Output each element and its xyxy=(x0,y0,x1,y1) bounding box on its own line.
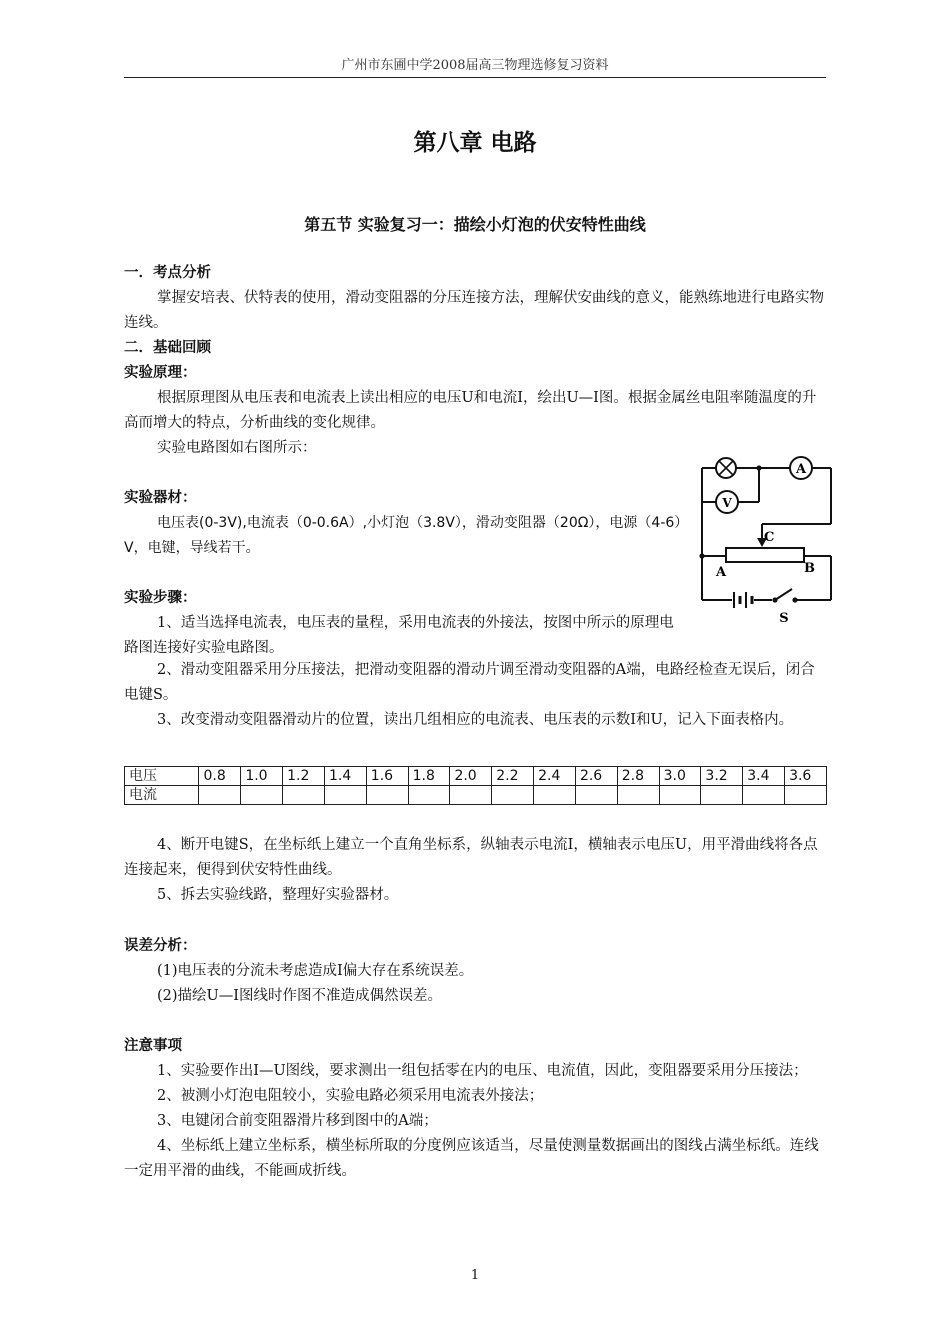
current-cell xyxy=(743,786,785,805)
current-label: 电流 xyxy=(125,786,199,805)
steps-block-mid xyxy=(124,658,826,733)
error-item-1: (1)电压表的分流未考虑造成I偏大存在系统误差。 xyxy=(157,963,474,979)
voltage-cell: 3.4 xyxy=(743,767,785,786)
page-number: 1 xyxy=(470,1268,480,1283)
principle-heading: 实验原理： xyxy=(124,365,197,381)
voltage-cell: 1.4 xyxy=(324,767,366,786)
current-cell xyxy=(617,786,659,805)
battery-icon xyxy=(734,592,752,608)
principle-text: 根据原理图从电压表和电流表上读出相应的电压U和电流I，绘出U—I图。根据金属丝电阻率随温度的升高而增大的特点，分析曲线的变化规律。 xyxy=(124,390,817,431)
current-cell xyxy=(534,786,576,805)
circuit-note: 实验电路图如右图所示： xyxy=(157,440,317,456)
equipment-block xyxy=(124,486,684,561)
note-3: 3、电键闭合前变阻器滑片移到图中的A端； xyxy=(157,1113,438,1129)
voltage-cell: 0.8 xyxy=(199,767,241,786)
ammeter-label: A xyxy=(795,462,807,477)
step-1: 1、适当选择电流表，电压表的量程，采用电流表的外接法，按图中所示的原理电路图连接好实验电路图。 xyxy=(124,615,674,656)
current-cell xyxy=(283,786,325,805)
chapter-title: 第八章 电路 xyxy=(413,130,537,156)
voltage-cell: 1.8 xyxy=(408,767,450,786)
current-cell xyxy=(199,786,241,805)
error-block xyxy=(124,934,826,1009)
voltage-cell: 3.2 xyxy=(701,767,743,786)
voltage-cell: 1.2 xyxy=(283,767,325,786)
current-cell xyxy=(492,786,534,805)
notes-heading: 注意事项 xyxy=(124,1038,182,1054)
steps-heading: 实验步骤： xyxy=(124,590,197,606)
current-cell xyxy=(366,786,408,805)
part1-text: 掌握安培表、伏特表的使用，滑动变阻器的分压连接方法，理解伏安曲线的意义，能熟练地进行电路实物连线。 xyxy=(124,290,824,331)
switch-label: S xyxy=(779,611,789,626)
voltage-cell: 3.0 xyxy=(659,767,701,786)
table-row-voltage xyxy=(125,767,827,786)
step-4: 4、断开电键S，在坐标纸上建立一个直角坐标系，纵轴表示电流I，横轴表示电压U，用平滑曲线将各点连接起来，便得到伏安特性曲线。 xyxy=(124,837,818,878)
steps-block-bottom xyxy=(124,833,826,908)
voltmeter-icon xyxy=(716,491,738,513)
voltage-cell: 1.0 xyxy=(241,767,283,786)
voltage-cell: 3.6 xyxy=(785,767,827,786)
part2-heading: 二．基础回顾 xyxy=(124,340,211,356)
section-title: 第五节 实验复习一：描绘小灯泡的伏安特性曲线 xyxy=(304,215,646,234)
step-2: 2、滑动变阻器采用分压接法，把滑动变阻器的滑动片调至滑动变阻器的A端，电路经检查无误后，闭合电键S。 xyxy=(124,662,815,703)
voltage-cell: 2.2 xyxy=(492,767,534,786)
voltage-cell: 2.0 xyxy=(450,767,492,786)
note-2: 2、被测小灯泡电阻较小，实验电路必须采用电流表外接法； xyxy=(157,1088,544,1104)
step-3: 3、改变滑动变阻器滑动片的位置，读出几组相应的电流表、电压表的示数I和U，记入下面表格内。 xyxy=(157,712,794,728)
step-5: 5、拆去实验线路，整理好实验器材。 xyxy=(157,887,399,903)
part1-block xyxy=(124,261,826,461)
current-cell xyxy=(575,786,617,805)
note-1: 1、实验要作出I—U图线，要求测出一组包括零在内的电压、电流值，因此，变阻器要采用分压接法； xyxy=(157,1063,808,1079)
junction-dot xyxy=(756,465,761,470)
voltage-cell: 2.6 xyxy=(575,767,617,786)
ammeter-icon xyxy=(790,457,812,479)
voltage-cell: 2.4 xyxy=(534,767,576,786)
equipment-heading: 实验器材： xyxy=(124,490,197,506)
current-cell xyxy=(408,786,450,805)
part1-heading: 一．考点分析 xyxy=(124,265,211,281)
steps-block-top xyxy=(124,586,684,661)
data-table xyxy=(124,766,827,805)
lamp-icon xyxy=(716,458,736,478)
note-4: 4、坐标纸上建立坐标系，横坐标所取的分度例应该适当，尽量使测量数据画出的图线占满坐标纸。连线一定用平滑的曲线，不能画成折线。 xyxy=(124,1138,819,1179)
table-row-current xyxy=(125,786,827,805)
end-b-label: B xyxy=(804,561,815,576)
slider-label: C xyxy=(764,530,775,545)
voltmeter-label: V xyxy=(722,496,732,510)
end-a-label: A xyxy=(716,565,727,580)
current-cell xyxy=(701,786,743,805)
voltage-cell: 1.6 xyxy=(366,767,408,786)
voltage-label: 电压 xyxy=(125,767,199,786)
notes-block xyxy=(124,1034,826,1184)
error-heading: 误差分析： xyxy=(124,938,197,954)
current-cell xyxy=(450,786,492,805)
voltage-cell: 2.8 xyxy=(617,767,659,786)
page-header: 广州市东圃中学2008届高三物理选修复习资料 xyxy=(124,54,826,78)
current-cell xyxy=(659,786,701,805)
switch-icon xyxy=(772,589,797,603)
current-cell xyxy=(785,786,827,805)
current-cell xyxy=(241,786,283,805)
error-item-2: (2)描绘U—I图线时作图不准造成偶然误差。 xyxy=(157,988,442,1004)
junction-dot xyxy=(699,553,704,558)
equipment-text: 电压表(0-3V),电流表（0-0.6A）,小灯泡（3.8V），滑动变阻器（20Ω），电源（4-6）V，电键，导线若干。 xyxy=(124,515,682,556)
current-cell xyxy=(324,786,366,805)
circuit-diagram xyxy=(696,450,836,630)
